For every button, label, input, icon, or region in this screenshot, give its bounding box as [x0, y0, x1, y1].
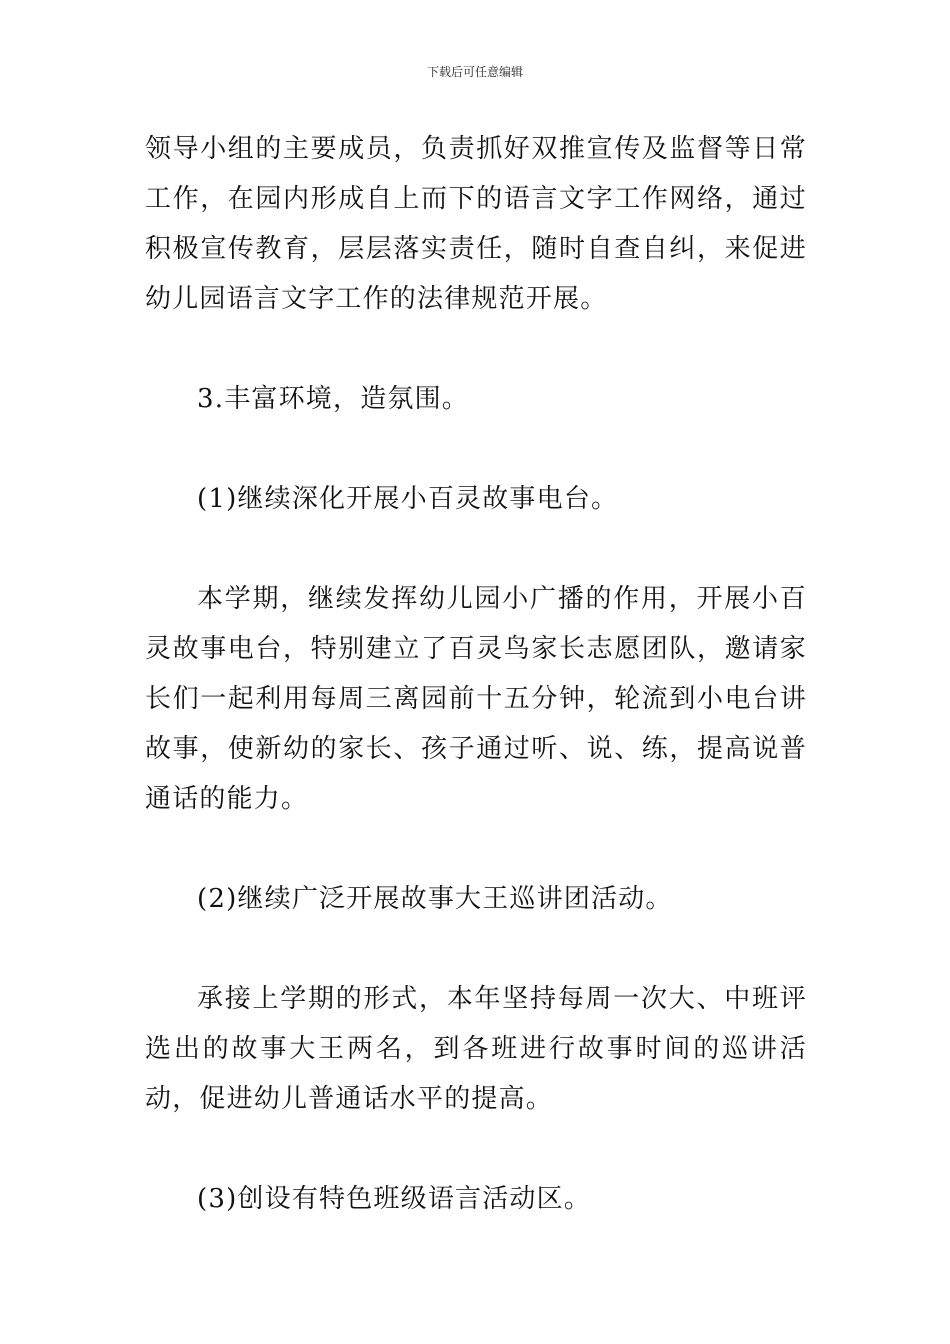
- page-header: 下载后可任意编辑: [426, 65, 523, 79]
- section-heading-3: 3.丰富环境，造氛围。: [197, 384, 470, 414]
- subsection-heading-1: (1)继续深化开展小百灵故事电台。: [197, 484, 619, 514]
- paragraph-continuation: 领导小组的主要成员，负责抓好双推宣传及监督等日常工作，在园内形成自上而下的语言文字工作网络，通过积极宣传教育，层层落实责任，随时自查自纠，来促进幼儿园语言文字工作的法律规范开展。: [145, 134, 807, 314]
- subsection-heading-3: (3)创设有特色班级语言活动区。: [197, 1184, 592, 1214]
- paragraph-story-radio: 本学期，继续发挥幼儿园小广播的作用，开展小百灵故事电台，特别建立了百灵鸟家长志愿团队，邀请家长们一起利用每周三离园前十五分钟，轮流到小电台讲故事，使新幼的家长、孩子通过听、说、练，提高说普通话的能力。: [145, 584, 807, 814]
- subsection-heading-2: (2)继续广泛开展故事大王巡讲团活动。: [197, 884, 673, 914]
- document-body: [145, 124, 807, 1224]
- paragraph-story-king: 承接上学期的形式，本年坚持每周一次大、中班评选出的故事大王两名，到各班进行故事时间的巡讲活动，促进幼儿普通话水平的提高。: [145, 984, 807, 1114]
